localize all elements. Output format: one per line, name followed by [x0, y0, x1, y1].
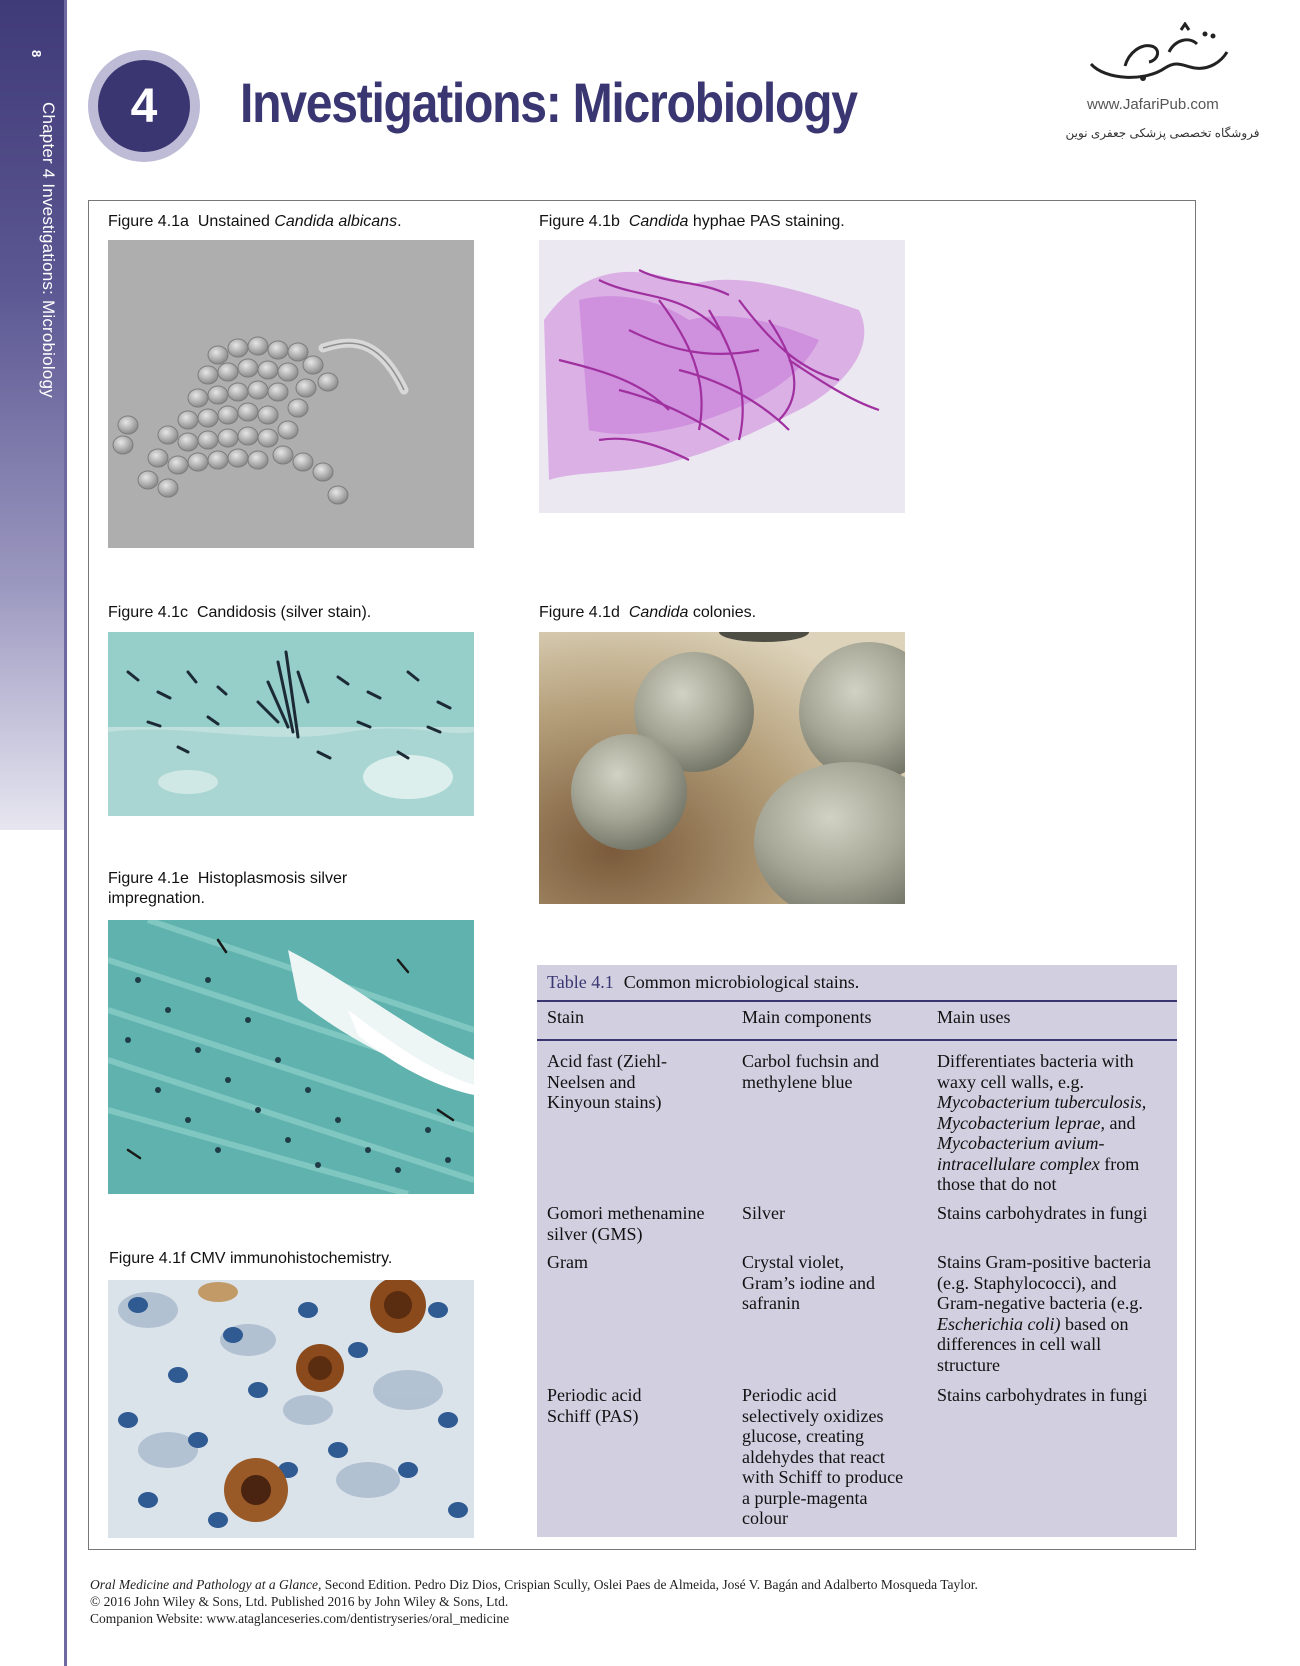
figure-image-4-1e: [108, 920, 474, 1194]
cell-line: a purple-magenta: [742, 1487, 868, 1508]
cell-line: structure: [937, 1354, 1000, 1375]
figure-image-4-1a: [108, 240, 474, 548]
cell-line: methylene blue: [742, 1071, 853, 1092]
cell-line: [937, 1154, 1146, 1175]
figure-image-4-1b: [539, 240, 905, 513]
cell-text: based on: [1060, 1313, 1129, 1334]
table-header-stain: Stain: [547, 1007, 585, 1027]
figure-caption-4-1d: [539, 603, 756, 623]
cell-line: aldehydes that react: [742, 1446, 885, 1467]
logo-subtitle: فروشگاه تخصصی پزشکی جعفری نوین: [1065, 126, 1260, 140]
footer-line-2: © 2016 John Wiley & Sons, Ltd. Published 2016 by John Wiley & Sons, Ltd.: [90, 1594, 509, 1609]
caption-italic: Candida: [628, 604, 689, 621]
calligraphy-logo-icon: [1085, 22, 1235, 92]
stains-table: [537, 965, 1177, 1537]
figure-caption-4-1c: [108, 603, 371, 623]
table-cell-uses: [937, 1385, 1147, 1406]
figure-label: Figure 4.1f: [109, 1250, 186, 1267]
cell-line: Stains carbohydrates in fungi: [937, 1385, 1148, 1405]
table-cell-stain: [547, 1051, 667, 1113]
cell-line: Stains carbohydrates in fungi: [937, 1203, 1148, 1223]
cell-line: silver (GMS): [547, 1223, 643, 1244]
footer-line-3: Companion Website: www.ataglanceseries.com/dentistryseries/oral_medicine: [90, 1611, 510, 1626]
cell-line: Schiff (PAS): [547, 1405, 639, 1426]
cell-line: with Schiff to produce: [742, 1467, 904, 1487]
cell-line: Gram: [547, 1252, 588, 1272]
figure-image-4-1c: [108, 632, 474, 816]
table-cell-components: [742, 1385, 903, 1529]
table-cell-stain: [547, 1203, 704, 1244]
cell-text: from: [1099, 1153, 1140, 1174]
sidebar-rule: [64, 0, 67, 1666]
caption-italic: Candida albicans: [274, 213, 398, 230]
publisher-logo: [1055, 22, 1260, 152]
table-cell-components: [742, 1051, 879, 1092]
caption-text: .: [397, 213, 402, 230]
cell-line: Gram’s iodine and: [742, 1272, 875, 1293]
footer-line-1: [90, 1576, 978, 1593]
footer-text: Second Edition. Pedro Diz Dios, Crispian Scully, Oslei Paes de Almeida, José V. Bagán and Adalberto Mosqueda Taylor.: [321, 1577, 978, 1592]
cell-italic: Mycobacterium avium-: [937, 1133, 1105, 1153]
figure-caption-4-1b: [539, 212, 845, 232]
cell-line: selectively oxidizes: [742, 1405, 884, 1426]
table-cell-components: [742, 1252, 875, 1314]
cell-line: Silver: [742, 1203, 785, 1223]
cell-italic: Mycobacterium tuberculosis,: [937, 1092, 1147, 1112]
cell-line: [937, 1113, 1146, 1134]
figure-image-4-1d: [539, 632, 905, 904]
chapter-number: 4: [98, 60, 190, 152]
cell-italic: intracellulare complex: [937, 1153, 1100, 1174]
caption-text: hyphae PAS staining.: [688, 213, 845, 230]
cell-line: those that do not: [937, 1174, 1057, 1194]
cell-line: [937, 1314, 1151, 1335]
cell-line: Kinyoun stains): [547, 1092, 662, 1112]
cell-line: Periodic acid: [742, 1385, 837, 1405]
table-cell-uses: [937, 1203, 1147, 1224]
table-header-uses: Main uses: [937, 1007, 1011, 1027]
cell-line: Neelsen and: [547, 1071, 636, 1092]
figure-caption-4-1f: [109, 1249, 392, 1269]
figure-label: Figure 4.1a: [108, 213, 189, 230]
footer-citation: [90, 1576, 978, 1627]
cell-italic: Escherichia coli): [937, 1313, 1061, 1334]
cell-line: Differentiates bacteria with: [937, 1051, 1134, 1071]
cell-line: Periodic acid: [547, 1385, 642, 1405]
table-title: Common microbiological stains.: [623, 972, 860, 992]
table-header-components: Main components: [742, 1007, 872, 1027]
caption-text: impregnation.: [108, 890, 205, 907]
caption-text: Histoplasmosis silver: [197, 870, 348, 887]
book-title: Oral Medicine and Pathology at a Glance,: [90, 1577, 322, 1592]
cell-line: (e.g. Staphylococci), and: [937, 1272, 1117, 1293]
table-cell-components: [742, 1203, 785, 1224]
cell-line: Acid fast (Ziehl-: [547, 1051, 667, 1071]
caption-text: Candidosis (silver stain).: [196, 604, 372, 621]
figure-caption-4-1a: [108, 212, 402, 232]
figure-label: Figure 4.1d: [539, 604, 620, 621]
cell-line: Gram-negative bacteria (e.g.: [937, 1293, 1143, 1313]
cell-line: Carbol fuchsin and: [742, 1051, 879, 1071]
figure-image-4-1f: [108, 1280, 474, 1538]
page-number: 8: [29, 50, 44, 58]
cell-line: Gomori methenamine: [547, 1203, 705, 1223]
cell-line: [937, 1133, 1146, 1154]
table-number: Table 4.1: [547, 972, 614, 992]
figure-caption-4-1e: [108, 869, 347, 909]
running-head: Chapter 4 Investigations: Microbiology: [39, 102, 58, 398]
caption-text: CMV immunohistochemistry.: [189, 1250, 393, 1267]
chapter-badge: [88, 50, 200, 162]
chapter-title: Investigations: Microbiology: [240, 71, 857, 134]
table-caption: [547, 967, 859, 997]
table-cell-uses: [937, 1051, 1146, 1195]
table-rule-top: [537, 1000, 1177, 1002]
table-rule-header: [537, 1039, 1177, 1041]
cell-line: Stains Gram-positive bacteria: [937, 1252, 1151, 1272]
table-cell-uses: [937, 1252, 1151, 1375]
table-cell-stain: [547, 1252, 588, 1273]
caption-italic: Candida: [628, 213, 689, 230]
sidebar: [0, 0, 66, 1666]
figure-label: Figure 4.1e: [108, 870, 189, 887]
cell-line: safranin: [742, 1293, 800, 1313]
cell-line: Crystal violet,: [742, 1252, 844, 1272]
cell-line: colour: [742, 1508, 788, 1528]
figure-label: Figure 4.1b: [539, 213, 620, 230]
cell-line: [937, 1092, 1146, 1113]
table-cell-stain: [547, 1385, 641, 1426]
cell-text: and: [1104, 1112, 1136, 1133]
cell-line: waxy cell walls, e.g.: [937, 1071, 1084, 1092]
cell-italic: Mycobacterium leprae,: [937, 1112, 1105, 1133]
logo-url: www.JafariPub.com: [1087, 96, 1219, 113]
cell-line: glucose, creating: [742, 1426, 864, 1446]
caption-text: Unstained: [197, 213, 275, 230]
figure-label: Figure 4.1c: [108, 604, 189, 621]
cell-line: differences in cell wall: [937, 1334, 1102, 1354]
caption-text: colonies.: [688, 604, 757, 621]
